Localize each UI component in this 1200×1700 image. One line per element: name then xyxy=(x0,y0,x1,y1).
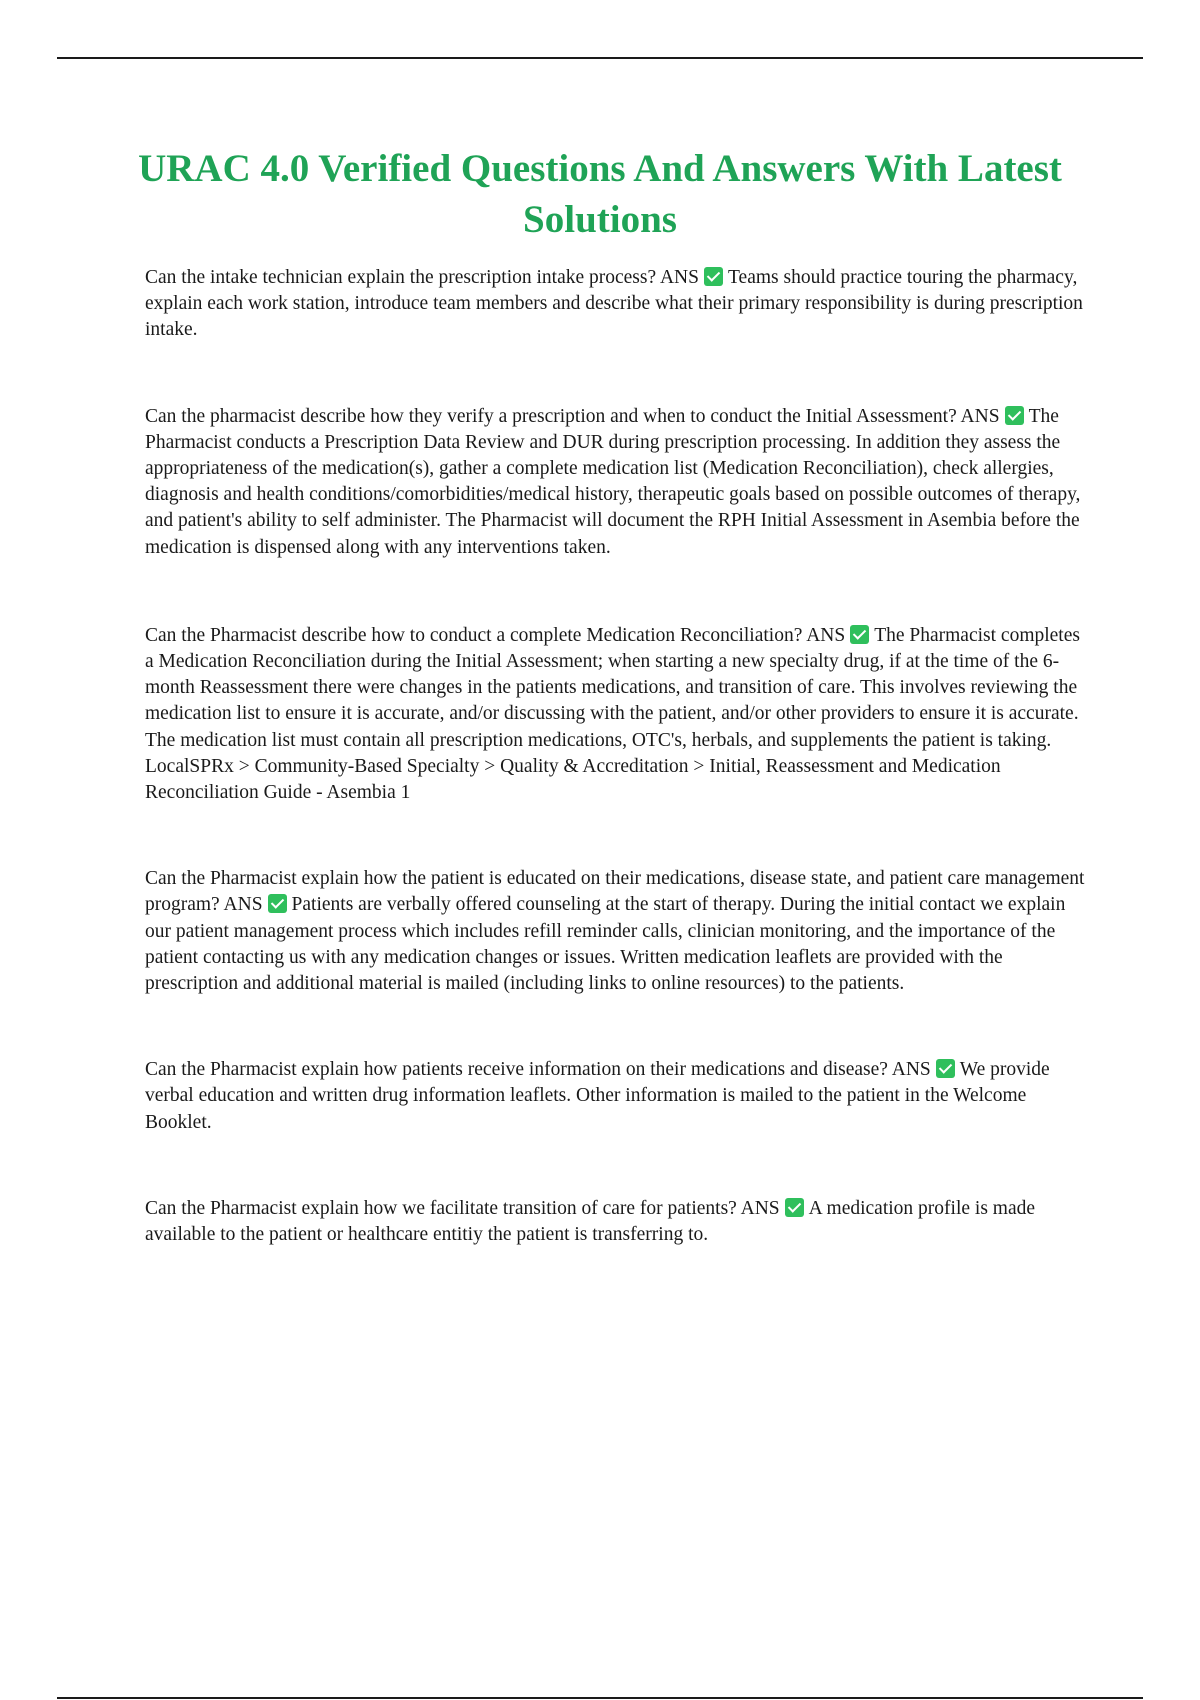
answer-text: A medication profile is made available to the patient or healthcare entitiy the patient is transferring to. xyxy=(145,1197,1036,1246)
qa-item xyxy=(145,1057,1090,1136)
answer-text: The Pharmacist conducts a Prescription Data Review and DUR during prescription processing. In addition they assess the appropriateness of the medication(s), gather a complete medication list (Medication Reconciliation), check allergies, diagnosis and health conditions/comorbidities/medical history, therapeutic goals based on possible outcomes of therapy, and patient's ability to self administer. The Pharmacist will document the RPH Initial Assessment in Asembia before the medication is dispensed along with any interventions taken. xyxy=(145,405,1081,558)
answer-marker: ANS xyxy=(740,1197,780,1219)
checkmark-icon xyxy=(936,1059,955,1078)
qa-item xyxy=(145,623,1090,806)
checkmark-icon xyxy=(704,267,723,286)
answer-marker: ANS xyxy=(960,405,1000,427)
answer-text: We provide verbal education and written drug information leaflets. Other information is mailed to the patient in the Welcome Booklet. xyxy=(145,1059,1050,1133)
answer-text: Patients are verbally offered counseling at the start of therapy. During the initial contact we explain our patient management process which includes refill reminder calls, clinician monitoring, and the importance of the patient contacting us with any medication changes or issues. Written medication leaflets are provided with the prescription and additional material is mailed (including links to online resources) to the patients. xyxy=(145,894,1066,995)
question-text: Can the Pharmacist explain how patients receive information on their medications and disease? xyxy=(145,1059,888,1081)
answer-marker: ANS xyxy=(891,1059,931,1081)
question-text: Can the Pharmacist describe how to conduct a complete Medication Reconciliation? xyxy=(145,624,803,646)
checkmark-icon xyxy=(1005,406,1024,425)
question-text: Can the intake technician explain the prescription intake process? xyxy=(145,267,657,288)
checkmark-icon xyxy=(268,894,287,913)
bottom-rule xyxy=(57,1697,1143,1699)
answer-text: Teams should practice touring the pharmacy, explain each work station, introduce team members and describe what their primary responsibility is during prescription intake. xyxy=(145,267,1083,341)
answer-marker: ANS xyxy=(659,267,699,288)
checkmark-icon xyxy=(850,625,869,644)
qa-item xyxy=(145,404,1090,561)
question-text: Can the Pharmacist explain how we facilitate transition of care for patients? xyxy=(145,1197,737,1219)
question-text: Can the Pharmacist explain how the patient is educated on their medications, disease state, and patient care management program? xyxy=(145,868,1085,916)
answer-text: The Pharmacist completes a Medication Reconciliation during the Initial Assessment; when starting a new specialty drug, if at the time of the 6-month Reassessment there were changes in the patients medications, and transition of care. This involves reviewing the medication list to ensure it is accurate, and/or discussing with the patient, and/or other providers to ensure it is accurate. The medication list must contain all prescription medications, OTC's, herbals, and supplements the patient is taking. LocalSPRx > Community-Based Specialty > Quality & Accreditation > Initial, Reassessment and Medication Reconciliation Guide - Asembia 1 xyxy=(145,624,1080,804)
answer-marker: ANS xyxy=(806,624,846,646)
question-text: Can the pharmacist describe how they verify a prescription and when to conduct the Initial Assessment? xyxy=(145,405,957,427)
checkmark-icon xyxy=(785,1198,804,1217)
top-rule xyxy=(57,57,1143,59)
answer-marker: ANS xyxy=(223,894,263,916)
qa-item xyxy=(145,1196,1090,1248)
page-title: URAC 4.0 Verified Questions And Answers With Latest Solutions xyxy=(138,147,1062,241)
qa-item xyxy=(145,265,1090,344)
qa-item xyxy=(145,866,1090,997)
qa-list xyxy=(145,265,1090,1308)
